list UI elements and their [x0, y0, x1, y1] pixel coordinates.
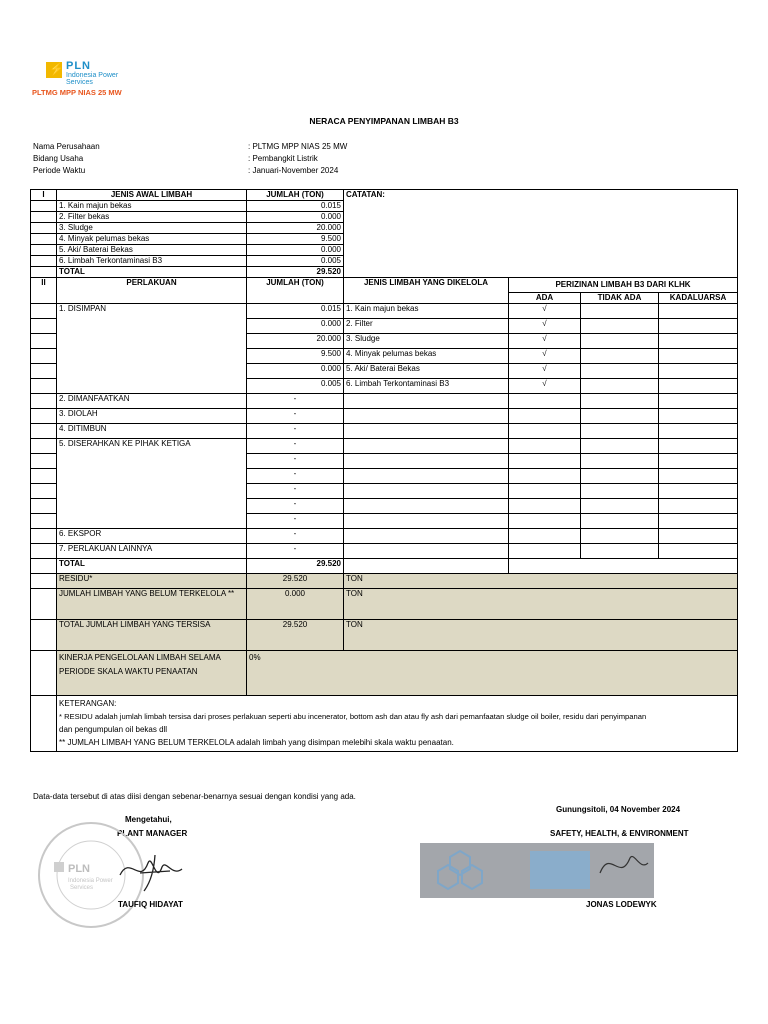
tersisa-label: TOTAL JUMLAH LIMBAH YANG TERSISA [57, 620, 247, 651]
permit-check: √ [509, 334, 581, 349]
info-value-company: : PLTMG MPP NIAS 25 MW [248, 142, 348, 151]
managed-waste-name: 1. Kain majun bekas [344, 304, 509, 319]
waste-amount: 20.000 [247, 223, 344, 234]
treatment-amount: - [247, 454, 344, 469]
right-signer-name: JONAS LODEWYK [586, 900, 657, 909]
treatment-amount: - [247, 439, 344, 454]
belum-terkelola-value: 0.000 [247, 589, 344, 620]
left-signer-role: PLANT MANAGER [117, 829, 188, 838]
mengetahui-label: Mengetahui, [125, 815, 172, 824]
treatment-amount: - [247, 469, 344, 484]
info-label-company: Nama Perusahaan [33, 142, 100, 151]
residu-row [31, 574, 738, 589]
svg-text:Indonesia Power: Indonesia Power [68, 878, 113, 884]
treatment-amount: 0.000 [247, 319, 344, 334]
permit-check: √ [509, 379, 581, 394]
treatment-amount: - [247, 529, 344, 544]
catatan-cell: CATATAN: [344, 190, 738, 278]
keterangan-line2: dan pengumpulan oil bekas dll [59, 725, 168, 734]
total-value: 29.520 [247, 267, 344, 278]
section2-number: II [31, 278, 57, 304]
section1-number: I [31, 190, 57, 201]
right-signer-role: SAFETY, HEALTH, & ENVIRONMENT [550, 829, 689, 838]
waste-amount: 0.000 [247, 212, 344, 223]
treatment-label: 4. DITIMBUN [57, 424, 247, 439]
left-signature [110, 845, 190, 895]
permit-check: √ [509, 364, 581, 379]
permit-check: √ [509, 304, 581, 319]
treatment-label: 7. PERLAKUAN LAINNYA [57, 544, 247, 559]
right-signature-image [420, 843, 654, 898]
table-row [31, 394, 738, 409]
waste-name: 1. Kain majun bekas [57, 201, 247, 212]
waste-name: 5. Aki/ Baterai Bekas [57, 245, 247, 256]
treatment-amount: 9.500 [247, 349, 344, 364]
treatment-label: 5. DISERAHKAN KE PIHAK KETIGA [57, 439, 247, 529]
waste-balance-table [30, 189, 738, 752]
waste-name: 3. Sludge [57, 223, 247, 234]
treatment-amount: 0.005 [247, 379, 344, 394]
col-ada: ADA [509, 293, 581, 304]
waste-name: 2. Filter bekas [57, 212, 247, 223]
kinerja-label-line1: KINERJA PENGELOLAAN LIMBAH SELAMA [59, 653, 221, 662]
treatment-amount: - [247, 424, 344, 439]
col-tidak-ada: TIDAK ADA [581, 293, 659, 304]
treatment-amount: - [247, 409, 344, 424]
waste-amount: 0.015 [247, 201, 344, 212]
treatment-amount: 20.000 [247, 334, 344, 349]
keterangan-row [31, 696, 738, 752]
logo-subtitle-2: Services [66, 79, 93, 86]
table-row [31, 439, 738, 454]
keterangan-line1: * RESIDU adalah jumlah limbah tersisa dari proses perlakuan seperti abu incenerator, bottom ash dan atau fly ash dari pemanfaatan sludge oil boiler, residu dari penyimpanan [59, 712, 647, 721]
residu-value: 29.520 [247, 574, 344, 589]
total-label: TOTAL [57, 267, 247, 278]
waste-name: 4. Minyak pelumas bekas [57, 234, 247, 245]
managed-waste-name: 3. Sludge [344, 334, 509, 349]
section2-total-row [31, 559, 738, 574]
logo-brand: PLN [66, 60, 91, 72]
col-jumlah: JUMLAH (TON) [247, 190, 344, 201]
company-logo [32, 60, 156, 100]
disimpan-label: 1. DISIMPAN [57, 304, 247, 394]
managed-waste-name: 6. Limbah Terkontaminasi B3 [344, 379, 509, 394]
info-value-period: : Januari-November 2024 [248, 166, 339, 175]
waste-amount: 9.500 [247, 234, 344, 245]
managed-waste-name: 5. Aki/ Baterai Bekas [344, 364, 509, 379]
keterangan-line3: ** JUMLAH LIMBAH YANG BELUM TERKELOLA adalah limbah yang disimpan melebihi skala waktu penaatan. [59, 738, 454, 747]
belum-terkelola-unit: TON [344, 589, 738, 620]
table-row [31, 544, 738, 559]
statement-text: Data-data tersebut di atas diisi dengan sebenar-benarnya sesuai dengan kondisi yang ada. [33, 792, 356, 801]
permit-check: √ [509, 349, 581, 364]
svg-text:PLN: PLN [68, 863, 90, 875]
waste-name: 6. Limbah Terkontaminasi B3 [57, 256, 247, 267]
belum-terkelola-row [31, 589, 738, 620]
treatment-amount: 0.000 [247, 364, 344, 379]
col-jenis-dikelola: JENIS LIMBAH YANG DIKELOLA [344, 278, 509, 304]
residu-label: RESIDU* [57, 574, 247, 589]
table-row [31, 409, 738, 424]
col-jumlah-2: JUMLAH (TON) [247, 278, 344, 304]
col-perlakuan: PERLAKUAN [57, 278, 247, 304]
table-row [31, 529, 738, 544]
keterangan-cell [57, 696, 738, 752]
col-kadaluarsa: KADALUARSA [659, 293, 738, 304]
tersisa-value: 29.520 [247, 620, 344, 651]
treatment-amount: - [247, 499, 344, 514]
table-row [31, 304, 738, 319]
col-jenis-awal: JENIS AWAL LIMBAH [57, 190, 247, 201]
belum-terkelola-label: JUMLAH LIMBAH YANG BELUM TERKELOLA ** [57, 589, 247, 620]
treatment-label: 2. DIMANFAATKAN [57, 394, 247, 409]
kinerja-label [57, 651, 247, 696]
tersisa-unit: TON [344, 620, 738, 651]
total-value: 29.520 [247, 559, 344, 574]
info-value-business: : Pembangkit Listrik [248, 154, 318, 163]
left-signer-name: TAUFIQ HIDAYAT [118, 900, 183, 909]
treatment-label: 3. DIOLAH [57, 409, 247, 424]
svg-text:Services: Services [70, 885, 94, 891]
keterangan-title: KETERANGAN: [59, 699, 117, 708]
section2-header [31, 278, 738, 293]
residu-unit: TON [344, 574, 738, 589]
col-perizinan: PERIZINAN LIMBAH B3 DARI KLHK [509, 278, 738, 293]
permit-check: √ [509, 319, 581, 334]
waste-amount: 0.000 [247, 245, 344, 256]
treatment-label: 6. EKSPOR [57, 529, 247, 544]
document-title: NERACA PENYIMPANAN LIMBAH B3 [309, 116, 459, 126]
place-date: Gunungsitoli, 04 November 2024 [556, 805, 681, 814]
total-label: TOTAL [57, 559, 247, 574]
info-label-business: Bidang Usaha [33, 154, 84, 163]
kinerja-label-line2: PERIODE SKALA WAKTU PENAATAN [59, 667, 198, 676]
lightning-icon: ⚡ [49, 62, 64, 76]
tripatra-logo [420, 843, 654, 898]
kinerja-value: 0% [247, 651, 738, 696]
section1-header [31, 190, 738, 201]
table-row [31, 424, 738, 439]
kinerja-row [31, 651, 738, 696]
treatment-amount: - [247, 484, 344, 499]
logo-subtitle: Indonesia Power [66, 72, 119, 79]
treatment-amount: - [247, 544, 344, 559]
info-label-period: Periode Waktu [33, 166, 86, 175]
waste-amount: 0.005 [247, 256, 344, 267]
treatment-amount: 0.015 [247, 304, 344, 319]
tersisa-row [31, 620, 738, 651]
logo-site-name: PLTMG MPP NIAS 25 MW [32, 88, 122, 97]
managed-waste-name: 2. Filter [344, 319, 509, 334]
treatment-amount: - [247, 514, 344, 529]
treatment-amount: - [247, 394, 344, 409]
managed-waste-name: 4. Minyak pelumas bekas [344, 349, 509, 364]
